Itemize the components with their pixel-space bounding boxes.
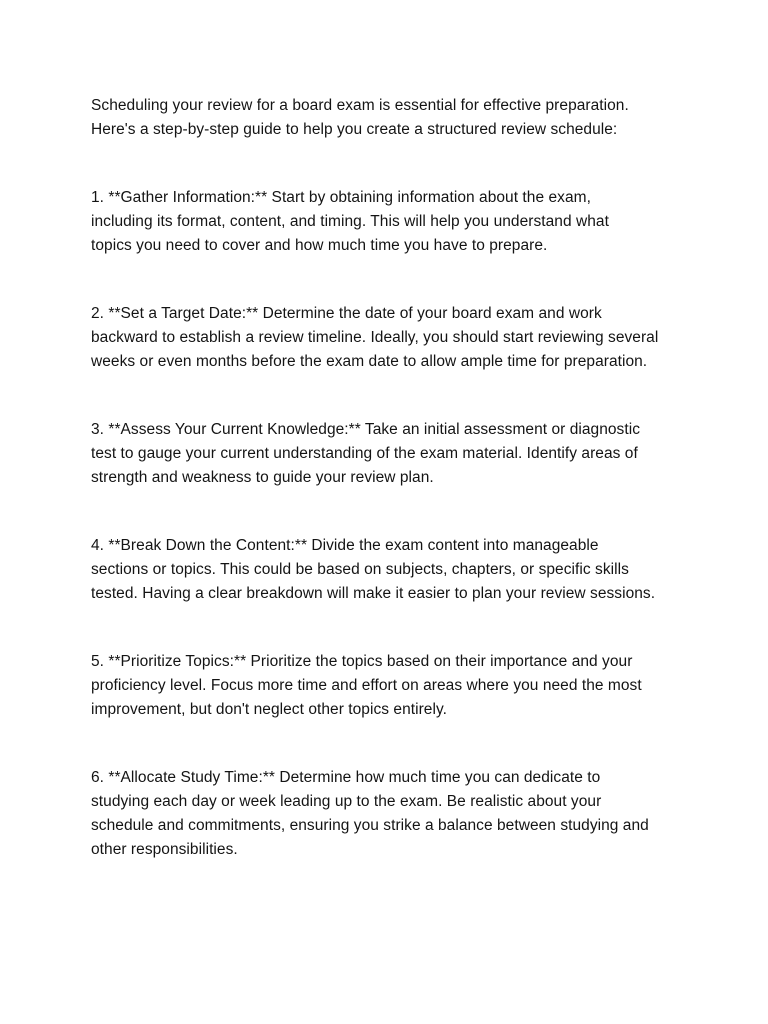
document-body xyxy=(91,94,691,862)
step-6-paragraph xyxy=(91,766,691,862)
paragraph-line: studying each day or week leading up to the exam. Be realistic about your xyxy=(91,793,602,810)
paragraph-line: strength and weakness to guide your review plan. xyxy=(91,469,434,486)
step-4-paragraph xyxy=(91,534,691,606)
intro-paragraph xyxy=(91,94,691,142)
paragraph-line: 2. **Set a Target Date:** Determine the date of your board exam and work xyxy=(91,305,602,322)
paragraph-line: sections or topics. This could be based on subjects, chapters, or specific skills xyxy=(91,561,629,578)
step-1-paragraph xyxy=(91,186,691,258)
paragraph-line: improvement, but don't neglect other topics entirely. xyxy=(91,701,447,718)
paragraph-line: 4. **Break Down the Content:** Divide the exam content into manageable xyxy=(91,537,599,554)
paragraph-line: topics you need to cover and how much time you have to prepare. xyxy=(91,237,548,254)
paragraph-line: including its format, content, and timing. This will help you understand what xyxy=(91,213,609,230)
paragraph-line: other responsibilities. xyxy=(91,841,238,858)
paragraph-line: tested. Having a clear breakdown will make it easier to plan your review sessions. xyxy=(91,585,656,602)
paragraph-line: 1. **Gather Information:** Start by obtaining information about the exam, xyxy=(91,189,591,206)
paragraph-line: backward to establish a review timeline. Ideally, you should start reviewing several xyxy=(91,329,659,346)
paragraph-line: weeks or even months before the exam date to allow ample time for preparation. xyxy=(91,353,648,370)
paragraph-line: 6. **Allocate Study Time:** Determine how much time you can dedicate to xyxy=(91,769,601,786)
paragraph-line: schedule and commitments, ensuring you strike a balance between studying and xyxy=(91,817,649,834)
paragraph-line: 5. **Prioritize Topics:** Prioritize the topics based on their importance and your xyxy=(91,653,633,670)
step-3-paragraph xyxy=(91,418,691,490)
paragraph-line: 3. **Assess Your Current Knowledge:** Take an initial assessment or diagnostic xyxy=(91,421,641,438)
paragraph-line: proficiency level. Focus more time and effort on areas where you need the most xyxy=(91,677,642,694)
step-5-paragraph xyxy=(91,650,691,722)
paragraph-line: test to gauge your current understanding of the exam material. Identify areas of xyxy=(91,445,638,462)
step-2-paragraph xyxy=(91,302,691,374)
paragraph-line: Here's a step-by-step guide to help you create a structured review schedule: xyxy=(91,121,618,138)
paragraph-line: Scheduling your review for a board exam is essential for effective preparation. xyxy=(91,97,629,114)
